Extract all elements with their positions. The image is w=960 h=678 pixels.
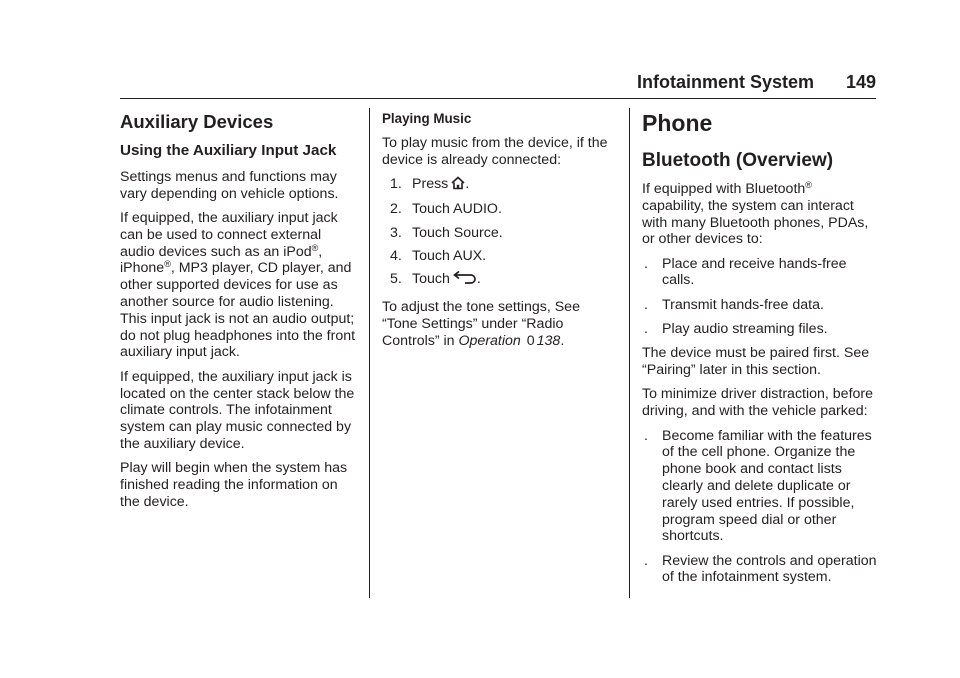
step-number: 2. xyxy=(390,201,402,218)
section-title: Auxiliary Devices xyxy=(120,111,274,132)
paragraph: The device must be paired first. See “Pairing” later in this section. xyxy=(642,345,870,379)
list-item xyxy=(642,553,880,587)
steps-list xyxy=(382,176,618,290)
page-reference[interactable]: 138 xyxy=(536,332,561,349)
capabilities-list xyxy=(642,256,880,338)
text-run: , MP3 player, CD player, and other supported devices for use as another source for audio listening. This input jack is not an audio output; do not plug headphones into the front auxiliary input jack. xyxy=(120,260,356,361)
text-run: To adjust the tone settings, See “Tone Settings” under “Radio Controls” in xyxy=(382,299,580,349)
text-run: , xyxy=(318,243,323,260)
bullet: . xyxy=(644,427,648,444)
text-run: If equipped, the auxiliary input jack can be used to connect external audio devices such as an iPod xyxy=(120,210,338,260)
paragraph: To play music from the device, if the device is already connected: xyxy=(382,135,608,168)
registered-mark: ® xyxy=(311,242,319,253)
registered-mark: ® xyxy=(805,180,812,190)
header-title: Infotainment System xyxy=(636,72,814,92)
list-item xyxy=(642,297,880,314)
bullet: . xyxy=(644,552,648,569)
column-phone xyxy=(642,108,880,594)
back-icon xyxy=(453,271,477,290)
bullet: . xyxy=(644,296,648,313)
text-run: iPhone xyxy=(120,260,165,277)
column-divider xyxy=(629,108,630,598)
phone-title: Phone xyxy=(642,110,713,136)
cross-reference-link[interactable]: Operation xyxy=(458,332,521,349)
step-number: 1. xyxy=(390,176,402,193)
paragraph xyxy=(382,299,618,349)
bullet-text: Place and receive hands-free calls. xyxy=(662,255,847,289)
text-run: capability, the system can interact with many Bluetooth phones, PDAs, or other devices to: xyxy=(642,197,869,248)
page-header xyxy=(120,70,876,96)
bullet-text: Become familiar with the features of the cell phone. Organize the phone book and contact lists clearly and delete duplicate or rarely used entries. If possible, program speed dial or other shortcuts. xyxy=(662,427,872,545)
page-ref-icon: 0 xyxy=(526,332,535,349)
subsection-title: Using the Auxiliary Input Jack xyxy=(120,142,337,159)
step-text: Touch AUX. xyxy=(412,247,487,264)
step-text: Touch AUDIO. xyxy=(412,201,502,218)
column-playing-music xyxy=(382,108,618,357)
bullet-text: Play audio streaming files. xyxy=(662,321,828,338)
paragraph xyxy=(120,210,358,361)
paragraph xyxy=(642,181,880,248)
step-number: 4. xyxy=(390,247,402,264)
bullet: . xyxy=(644,321,648,338)
list-item xyxy=(382,201,618,218)
step-text: Touch xyxy=(412,271,450,288)
list-item xyxy=(382,225,618,242)
bullet-text: Transmit hands-free data. xyxy=(662,296,824,313)
text-run: . xyxy=(560,332,565,349)
list-item xyxy=(642,428,880,546)
bullet: . xyxy=(644,255,648,272)
text-run: If equipped with Bluetooth xyxy=(642,181,806,197)
paragraph: To minimize driver distraction, before driving, and with the vehicle parked: xyxy=(642,386,874,420)
list-item xyxy=(642,256,880,290)
paragraph: Settings menus and functions may vary depending on vehicle options. xyxy=(120,169,339,202)
header-rule xyxy=(120,98,876,99)
bullet-text: Review the controls and operation of the infotainment system. xyxy=(662,552,877,586)
step-text: Press xyxy=(412,176,449,193)
list-item xyxy=(642,321,880,338)
column-auxiliary-devices xyxy=(120,108,358,518)
list-item xyxy=(382,176,618,195)
registered-mark: ® xyxy=(164,259,171,270)
column-divider xyxy=(369,108,370,598)
safety-list xyxy=(642,428,880,587)
step-text: . xyxy=(476,271,481,288)
step-number: 5. xyxy=(390,271,402,288)
step-text: . xyxy=(465,176,470,193)
page-number: 149 xyxy=(845,72,876,92)
home-icon xyxy=(451,176,465,195)
step-number: 3. xyxy=(390,224,402,241)
playing-music-heading: Playing Music xyxy=(382,111,472,126)
paragraph: Play will begin when the system has finished reading the information on the device. xyxy=(120,460,348,510)
step-text: Touch Source. xyxy=(412,224,503,241)
paragraph: If equipped, the auxiliary input jack is located on the center stack below the climate controls. The infotainment system can play music connected by the auxiliary device. xyxy=(120,368,355,452)
bluetooth-title: Bluetooth (Overview) xyxy=(642,150,834,171)
list-item xyxy=(382,248,618,265)
list-item xyxy=(382,271,618,290)
